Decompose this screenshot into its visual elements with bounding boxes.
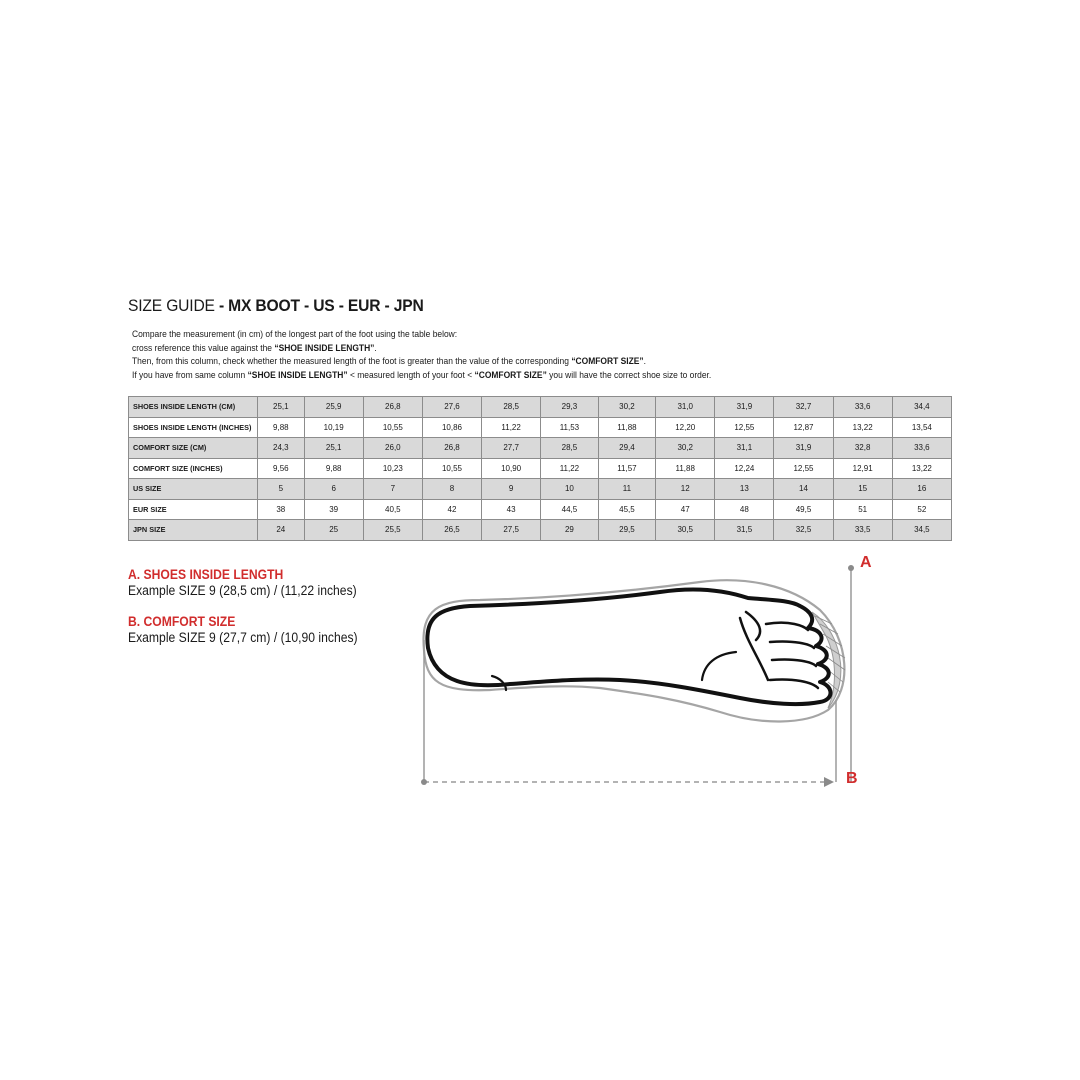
table-cell: 32,5 <box>774 520 833 541</box>
foot-outline <box>427 590 830 705</box>
table-cell: 12,24 <box>715 458 774 479</box>
title-prefix: SIZE GUIDE <box>128 296 215 315</box>
table-cell: 26,8 <box>422 438 481 459</box>
table-cell: 31,9 <box>774 438 833 459</box>
table-cell: 9,88 <box>258 417 305 438</box>
table-cell: 48 <box>715 499 774 520</box>
table-cell: 24,3 <box>258 438 305 459</box>
toe-lines <box>740 612 818 688</box>
table-cell: 47 <box>656 499 715 520</box>
table-cell: 52 <box>892 499 951 520</box>
table-cell: 31,1 <box>715 438 774 459</box>
table-cell: 33,5 <box>833 520 892 541</box>
table-cell: 45,5 <box>598 499 655 520</box>
table-cell: 12 <box>656 479 715 500</box>
table-cell: 13,22 <box>892 458 951 479</box>
table-cell: 39 <box>304 499 363 520</box>
table-cell: 12,87 <box>774 417 833 438</box>
table-cell: 10,55 <box>422 458 481 479</box>
table-cell: 34,4 <box>892 397 951 418</box>
table-cell: 49,5 <box>774 499 833 520</box>
table-cell: 31,5 <box>715 520 774 541</box>
table-cell: 11,88 <box>656 458 715 479</box>
legend-a-example: Example SIZE 9 (28,5 cm) / (11,22 inches) <box>128 583 357 598</box>
table-cell: 28,5 <box>482 397 541 418</box>
table-cell: 11,53 <box>541 417 598 438</box>
table-cell: 5 <box>258 479 305 500</box>
measure-arrowhead <box>824 777 834 787</box>
table-cell: 11,57 <box>598 458 655 479</box>
table-cell: 51 <box>833 499 892 520</box>
table-cell: 25,1 <box>304 438 363 459</box>
table-cell: 9 <box>482 479 541 500</box>
table-cell: 10,55 <box>363 417 422 438</box>
table-cell: 24 <box>258 520 305 541</box>
table-cell: 26,8 <box>363 397 422 418</box>
table-cell: 14 <box>774 479 833 500</box>
table-cell: 32,8 <box>833 438 892 459</box>
instruction-line-1: Compare the measurement (in cm) of the longest part of the foot using the table below: <box>132 329 458 339</box>
table-cell: 33,6 <box>833 397 892 418</box>
instruction-line-2-bold: “SHOE INSIDE LENGTH” <box>274 342 375 353</box>
table-cell: 44,5 <box>541 499 598 520</box>
table-cell: 28,5 <box>541 438 598 459</box>
table-cell: 10 <box>541 479 598 500</box>
instruction-line-3-bold: “COMFORT SIZE” <box>571 356 644 367</box>
table-cell: 12,55 <box>715 417 774 438</box>
table-cell: 30,5 <box>656 520 715 541</box>
table-cell: 10,86 <box>422 417 481 438</box>
ball-arc <box>702 652 736 680</box>
table-cell: 29,5 <box>598 520 655 541</box>
table-cell: 25,5 <box>363 520 422 541</box>
table-cell: 29 <box>541 520 598 541</box>
marker-a: A <box>860 554 872 571</box>
table-cell: 9,88 <box>304 458 363 479</box>
instruction-line-2-suffix: . <box>374 342 377 353</box>
table-cell: 7 <box>363 479 422 500</box>
instruction-line-4-suffix: you will have the correct shoe size to order. <box>546 369 712 380</box>
table-cell: 27,6 <box>422 397 481 418</box>
table-cell: 25,9 <box>304 397 363 418</box>
table-cell: 30,2 <box>656 438 715 459</box>
row-label: SHOES INSIDE LENGTH (INCHES) <box>129 417 258 438</box>
table-cell: 31,9 <box>715 397 774 418</box>
table-cell: 10,23 <box>363 458 422 479</box>
table-cell: 27,5 <box>482 520 541 541</box>
table-cell: 30,2 <box>598 397 655 418</box>
legend-a-heading: A. SHOES INSIDE LENGTH <box>128 567 284 582</box>
table-cell: 42 <box>422 499 481 520</box>
legend-b-example: Example SIZE 9 (27,7 cm) / (10,90 inches) <box>128 630 358 645</box>
table-cell: 12,91 <box>833 458 892 479</box>
row-label: JPN SIZE <box>129 520 258 541</box>
table-cell: 13,54 <box>892 417 951 438</box>
table-cell: 38 <box>258 499 305 520</box>
table-cell: 31,0 <box>656 397 715 418</box>
table-cell: 13 <box>715 479 774 500</box>
table-cell: 15 <box>833 479 892 500</box>
table-cell: 43 <box>482 499 541 520</box>
table-cell: 16 <box>892 479 951 500</box>
row-label: COMFORT SIZE (CM) <box>129 438 258 459</box>
table-cell: 29,3 <box>541 397 598 418</box>
table-cell: 11,88 <box>598 417 655 438</box>
instruction-line-4-bold-1: “SHOE INSIDE LENGTH” <box>247 369 348 380</box>
left-measure-dot <box>421 779 427 785</box>
table-cell: 27,7 <box>482 438 541 459</box>
row-label: US SIZE <box>129 479 258 500</box>
table-cell: 32,7 <box>774 397 833 418</box>
table-cell: 11,22 <box>541 458 598 479</box>
table-cell: 13,22 <box>833 417 892 438</box>
table-cell: 26,0 <box>363 438 422 459</box>
table-cell: 26,5 <box>422 520 481 541</box>
row-label: EUR SIZE <box>129 499 258 520</box>
table-cell: 40,5 <box>363 499 422 520</box>
table-cell: 29,4 <box>598 438 655 459</box>
instruction-line-3-prefix: Then, from this column, check whether the measured length of the foot is greater than the value of the corresponding <box>132 356 572 367</box>
table-cell: 10,19 <box>304 417 363 438</box>
instruction-line-4-bold-2: “COMFORT SIZE” <box>474 369 547 380</box>
marker-a-dot <box>848 565 854 571</box>
row-label: COMFORT SIZE (INCHES) <box>129 458 258 479</box>
legend-b-heading: B. COMFORT SIZE <box>128 614 236 629</box>
marker-b: B <box>846 770 858 787</box>
table-cell: 34,5 <box>892 520 951 541</box>
title-bold: - MX BOOT - US - EUR - JPN <box>214 296 424 315</box>
instruction-line-3-suffix: . <box>643 356 646 367</box>
instruction-line-4-prefix: If you have from same column <box>132 369 248 380</box>
table-cell: 12,20 <box>656 417 715 438</box>
table-cell: 25 <box>304 520 363 541</box>
instruction-line-4-mid: < measured length of your foot < <box>347 369 475 380</box>
table-cell: 9,56 <box>258 458 305 479</box>
table-cell: 11,22 <box>482 417 541 438</box>
table-cell: 33,6 <box>892 438 951 459</box>
table-cell: 11 <box>598 479 655 500</box>
table-cell: 12,55 <box>774 458 833 479</box>
table-cell: 6 <box>304 479 363 500</box>
row-label: SHOES INSIDE LENGTH (CM) <box>129 397 258 418</box>
instruction-line-2-prefix: cross reference this value against the <box>132 342 275 353</box>
table-cell: 25,1 <box>258 397 305 418</box>
table-cell: 8 <box>422 479 481 500</box>
table-cell: 10,90 <box>482 458 541 479</box>
